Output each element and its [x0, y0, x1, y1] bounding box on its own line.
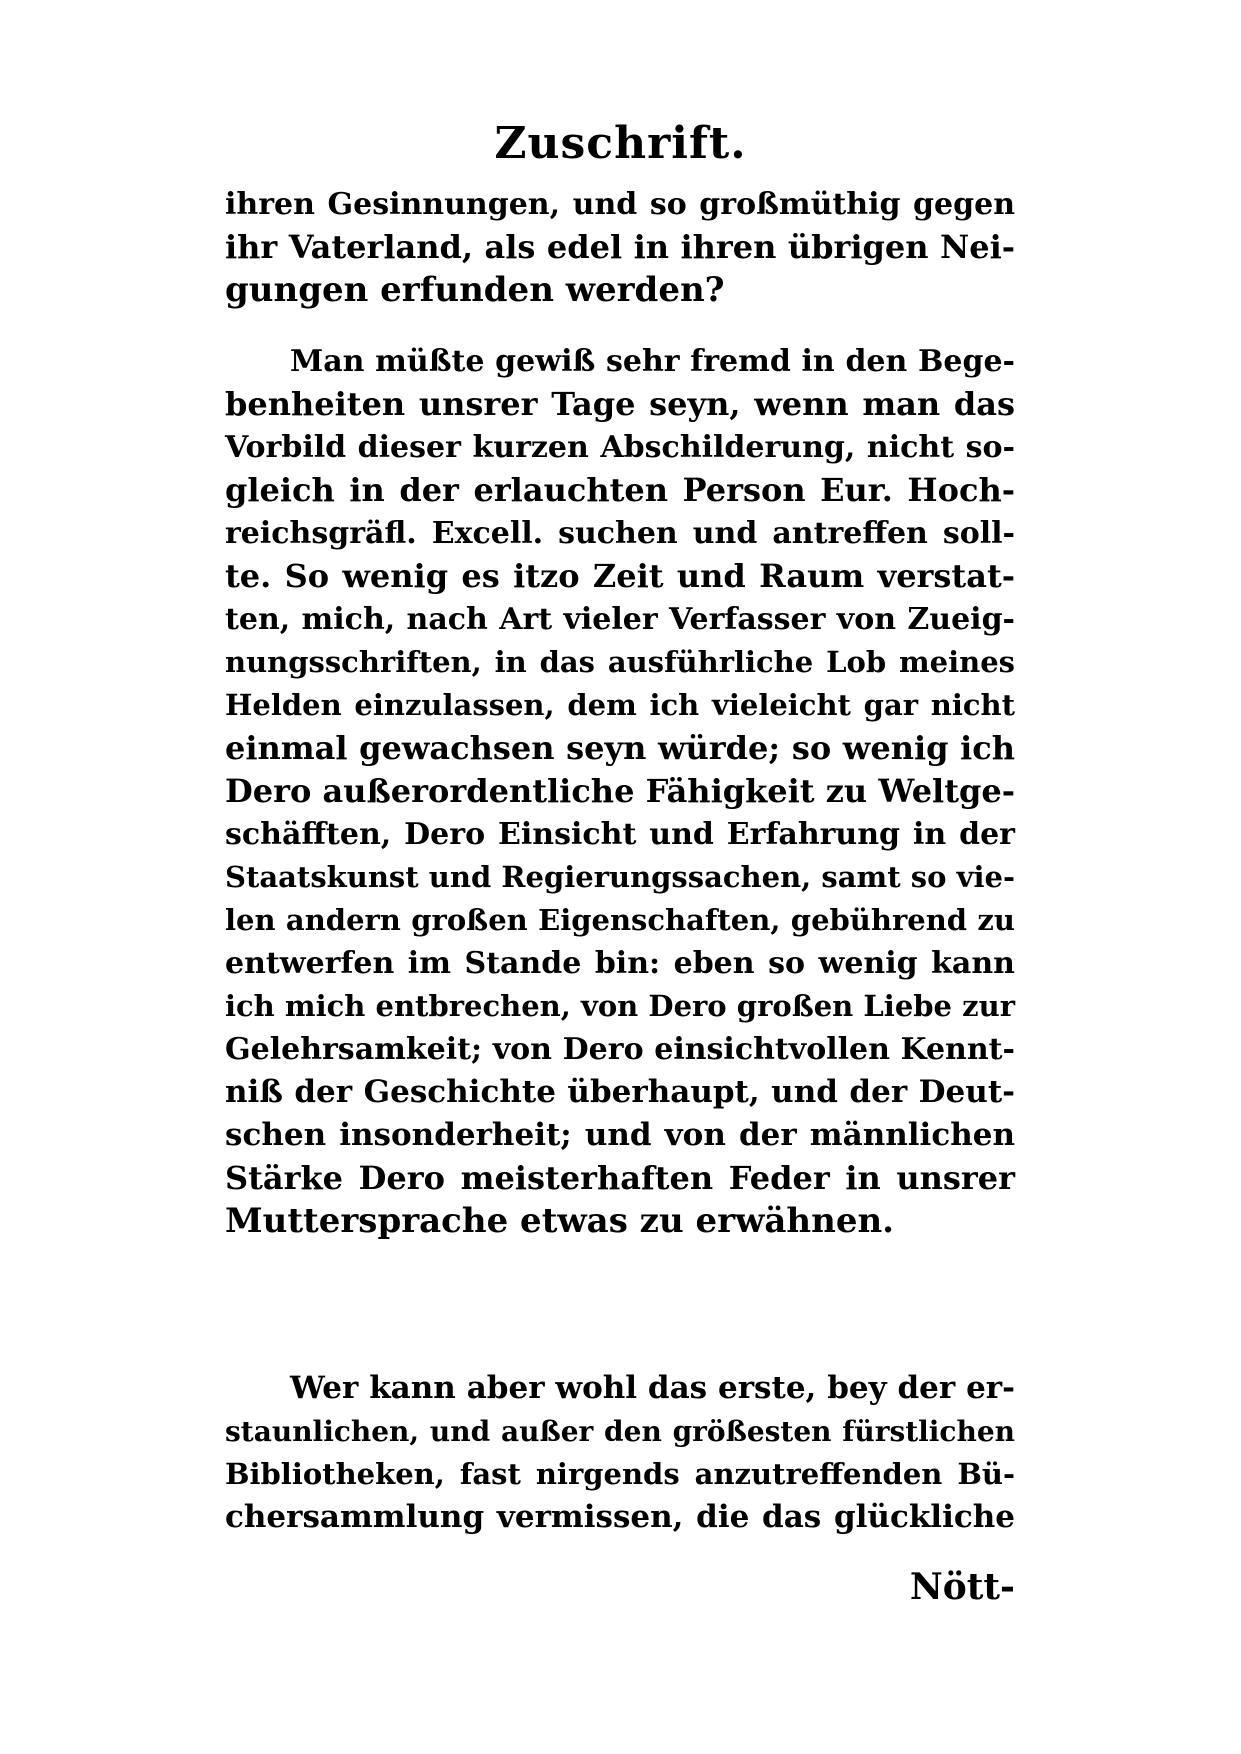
page-header: Zuschrift. [494, 118, 747, 169]
text-line: ihren Gesinnungen, und so großmüthig gegen [225, 187, 1015, 222]
paragraph-1 [225, 183, 1015, 312]
text-line: ich mich entbrechen, von Dero großen Liebe zur [225, 989, 1015, 1023]
catchword: Nött- [909, 1566, 1015, 1608]
text-line: nungsschriften, in das ausführliche Lob meines [225, 645, 1015, 679]
text-line: Helden einzulassen, dem ich vieleicht gar nicht [225, 688, 1015, 722]
text-line: Staatskunst und Regierungssachen, samt so vie- [225, 860, 1015, 894]
text-line: benheiten unsrer Tage seyn, wenn man das [225, 385, 1015, 423]
text-line: len andern großen Eigenschaften, gebührend zu [225, 903, 1015, 937]
paragraph-2 [225, 340, 1015, 1243]
text-line: ten, mich, nach Art vieler Verfasser von Zueig- [225, 602, 1015, 637]
text-line: Man müßte gewiß sehr fremd in den Bege- [290, 344, 1015, 379]
text-line: Bibliotheken, fast nirgends anzutreffenden Bü- [225, 1457, 1015, 1491]
text-line: Vorbild dieser kurzen Abschilderung, nicht so- [225, 430, 1015, 465]
text-line: Muttersprache etwas zu erwähnen. [225, 1201, 895, 1241]
text-line: ihr Vaterland, als edel in ihren übrigen Nei- [225, 228, 1015, 266]
text-line: schäfften, Dero Einsicht und Erfahrung in der [225, 817, 1015, 852]
text-line: niß der Geschichte überhaupt, und der Deut- [225, 1074, 1015, 1110]
text-line: Stärke Dero meisterhaften Feder in unsrer [225, 1159, 1015, 1197]
text-line: te. So wenig es itzo Zeit und Raum verstat- [225, 557, 1015, 595]
paragraph-3 [225, 1367, 1015, 1539]
text-line: gungen erfunden werden? [225, 270, 725, 310]
text-line: Dero außerordentliche Fähigkeit zu Weltge- [225, 772, 1015, 810]
text-line: entwerfen im Stande bin: eben so wenig kann [225, 946, 1015, 981]
text-line: einmal gewachsen seyn würde; so wenig ich [225, 729, 1015, 767]
text-line: reichsgräfl. Excell. suchen und antreffen soll- [225, 516, 1015, 551]
text-line: Gelehrsamkeit; von Dero einsichtvollen Kennt- [225, 1032, 1015, 1067]
text-line: schen insonderheit; und von der männlichen [225, 1117, 1015, 1153]
text-line: gleich in der erlauchten Person Eur. Hoch- [225, 471, 1015, 509]
text-line: Wer kann aber wohl das erste, bey der er- [290, 1370, 1015, 1406]
text-line: chersammlung vermissen, die das glückliche [225, 1499, 1015, 1535]
text-line: staunlichen, und außer den größesten fürstlichen [225, 1415, 1015, 1448]
